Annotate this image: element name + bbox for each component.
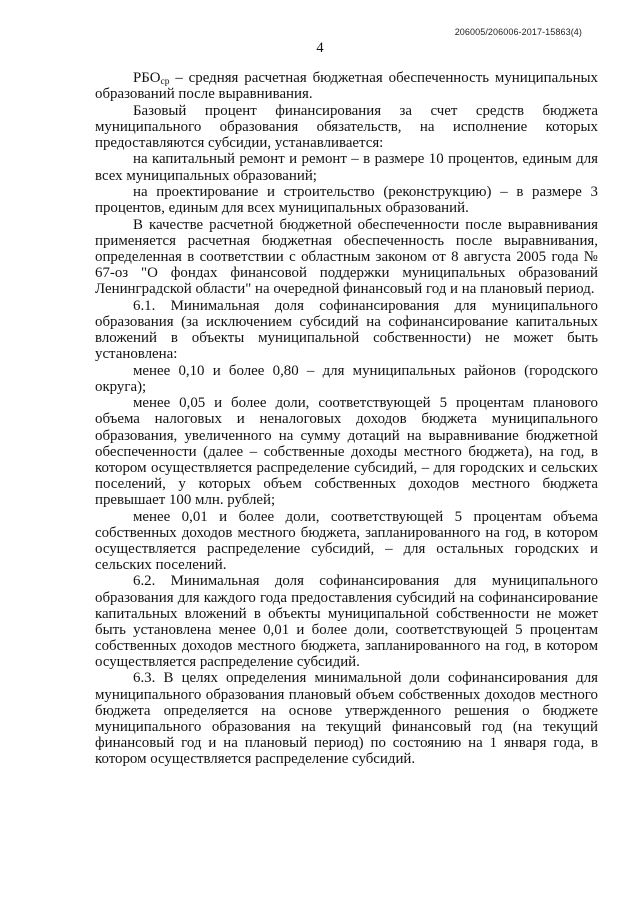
paragraph-6-3: 6.3. В целях определения минимальной доли софинансирования для муниципального образования плановый объем собственных доходов местного бюджета определяется на основе утвержденного решения о бюджете муниципального образования на текущий финансовый год (на текущий финансовый год и на плановый период) по состоянию на 1 января года, в котором осуществляется распределение субсидий. xyxy=(95,670,598,767)
rbo-subscript: ср xyxy=(160,77,170,87)
paragraph-rbo-definition xyxy=(95,70,598,102)
paragraph-other-settlements: менее 0,01 и более доли, соответствующей 5 процентам объема собственных доходов местного бюджета, запланированного на год, в котором осуществляется распределение субсидий, – для остальных городских и сельских поселений. xyxy=(95,508,598,573)
rbo-definition-text: – средняя расчетная бюджетная обеспеченность муниципальных образований после выравнивания. xyxy=(95,70,598,103)
paragraph-6-2: 6.2. Минимальная доля софинансирования для муниципального образования для каждого года предоставления субсидий на софинансирование капитальных вложений в объекты муниципальной собственности не может быть установлена менее 0,01 и более доли, соответствующей 5 процентам собственных доходов местного бюджета, запланированного на год, в котором осуществляется распределение субсидий. xyxy=(95,573,598,670)
rbo-symbol: РБО xyxy=(133,70,161,86)
document-id: 206005/206006-2017-15863(4) xyxy=(454,27,582,37)
page-number: 4 xyxy=(316,40,324,56)
paragraph-base-percent: Базовый процент финансирования за счет средств бюджета муниципального образования обязательств, на исполнение которых предоставляются субсидии, устанавливается: xyxy=(95,102,598,151)
paragraph-6-1: 6.1. Минимальная доля софинансирования для муниципального образования (за исключением субсидий на софинансирование капитальных вложений в объекты муниципальной собственности) не может быть установлена: xyxy=(95,297,598,363)
document-body xyxy=(95,70,598,768)
paragraph-calculated-provision: В качестве расчетной бюджетной обеспеченности после выравнивания применяется расчетная бюджетная обеспеченность после выравнивания, определенная в соответствии с областным законом от 8 августа 2005 года № 67-оз "О фондах финансовой поддержки муниципальных образований Ленинградской области" на очередной финансовый год и на плановый период. xyxy=(95,216,598,298)
paragraph-districts: менее 0,10 и более 0,80 – для муниципальных районов (городского округа); xyxy=(95,362,598,395)
paragraph-repair: на капитальный ремонт и ремонт – в размере 10 процентов, единым для всех муниципальных образований; xyxy=(95,151,598,184)
paragraph-large-settlements: менее 0,05 и более доли, соответствующей 5 процентам планового объема налоговых и неналоговых доходов бюджета муниципального образования, увеличенного на сумму дотаций на выравнивание бюджетной обеспеченности (далее – собственные доходы местного бюджета), на год, в котором осуществляется распределение субсидий, – для городских и сельских поселений, у которых объем собственных доходов местного бюджета превышает 100 млн. рублей; xyxy=(95,395,598,508)
paragraph-design: на проектирование и строительство (реконструкцию) – в размере 3 процентов, единым для всех муниципальных образований. xyxy=(95,184,598,217)
